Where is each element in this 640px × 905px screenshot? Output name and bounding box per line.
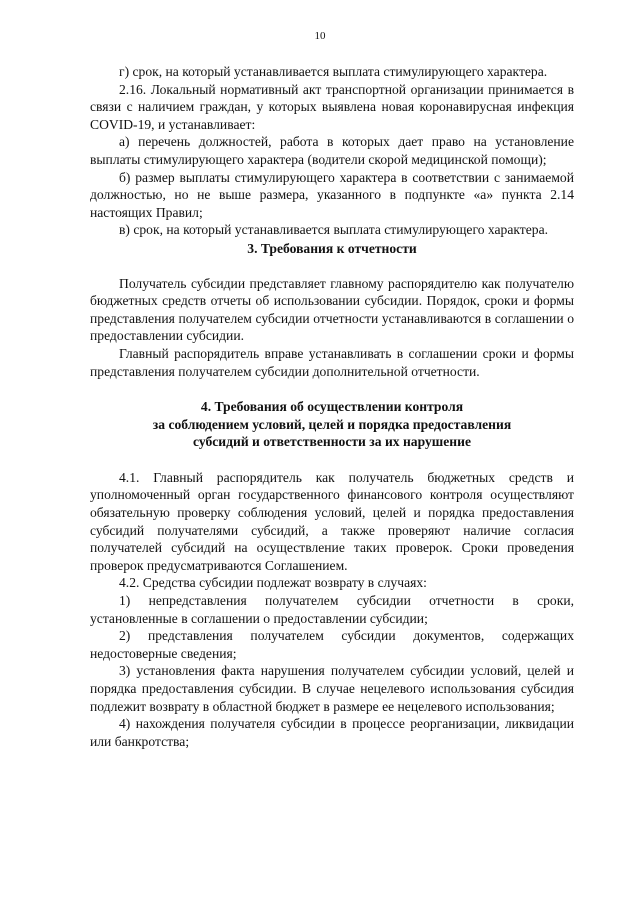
section-4-heading-line: за соблюдением условий, целей и порядка предоставления <box>152 416 512 432</box>
section-4-heading <box>90 398 574 451</box>
paragraph: 4.1. Главный распорядитель как получатель бюджетных средств и уполномоченный орган государственного финансового контроля осуществляют обязательную проверку соблюдения условий, целей и порядка предоставления субсидий получателями субсидий, а также проверяют наличие согласия получателей субсидий на осуществление таких проверок. Сроки проведения проверок предусматриваются Соглашением. <box>90 469 574 573</box>
section-3-heading: 3. Требования к отчетности <box>247 240 417 256</box>
paragraph: 1) непредставления получателем субсидии отчетности в сроки, установленные в соглашении о предоставлении субсидии; <box>90 593 574 626</box>
paragraph: 4) нахождения получателя субсидии в процессе реорганизации, ликвидации или банкротства; <box>90 716 574 749</box>
paragraph: Получатель субсидии представляет главному распорядителю как получателю бюджетных средств отчеты об использовании субсидии. Порядок, сроки и формы представления получателем субсидии отчетности устанавливаются в соглашении о предоставлении субсидии. <box>90 275 574 344</box>
document-body <box>90 63 574 750</box>
paragraph: Главный распорядитель вправе устанавливать в соглашении сроки и формы представления получателем субсидии дополнительной отчетности. <box>90 345 574 379</box>
section-4-heading-line: субсидий и ответственности за их нарушение <box>192 434 471 450</box>
page-number: 10 <box>314 30 326 42</box>
paragraph: а) перечень должностей, работа в которых дает право на установление выплаты стимулирующего характера (водители скорой медицинской помощи); <box>90 134 574 167</box>
paragraph: 3) установления факта нарушения получателем субсидии условий, целей и порядка предоставления субсидии. В случае нецелевого использования субсидия подлежит возврату в областной бюджет в размере ее нецелевого использования; <box>90 663 574 714</box>
paragraph: б) размер выплаты стимулирующего характера в соответствии с занимаемой должностью, но не выше размера, указанного в подпункте «а» пункта 2.14 настоящих Правил; <box>90 169 574 220</box>
paragraph: 4.2. Средства субсидии подлежат возврату в случаях: <box>119 575 427 591</box>
section-4-heading-line: 4. Требования об осуществлении контроля <box>200 399 464 415</box>
paragraph: 2) представления получателем субсидии документов, содержащих недостоверные сведения; <box>90 628 574 661</box>
paragraph: 2.16. Локальный нормативный акт транспортной организации принимается в связи с наличием граждан, у которых выявлена новая коронавирусная инфекция COVID-19, и устанавливает: <box>90 81 574 132</box>
paragraph: в) срок, на который устанавливается выплата стимулирующего характера. <box>119 222 548 238</box>
paragraph: г) срок, на который устанавливается выплата стимулирующего характера. <box>119 64 548 79</box>
